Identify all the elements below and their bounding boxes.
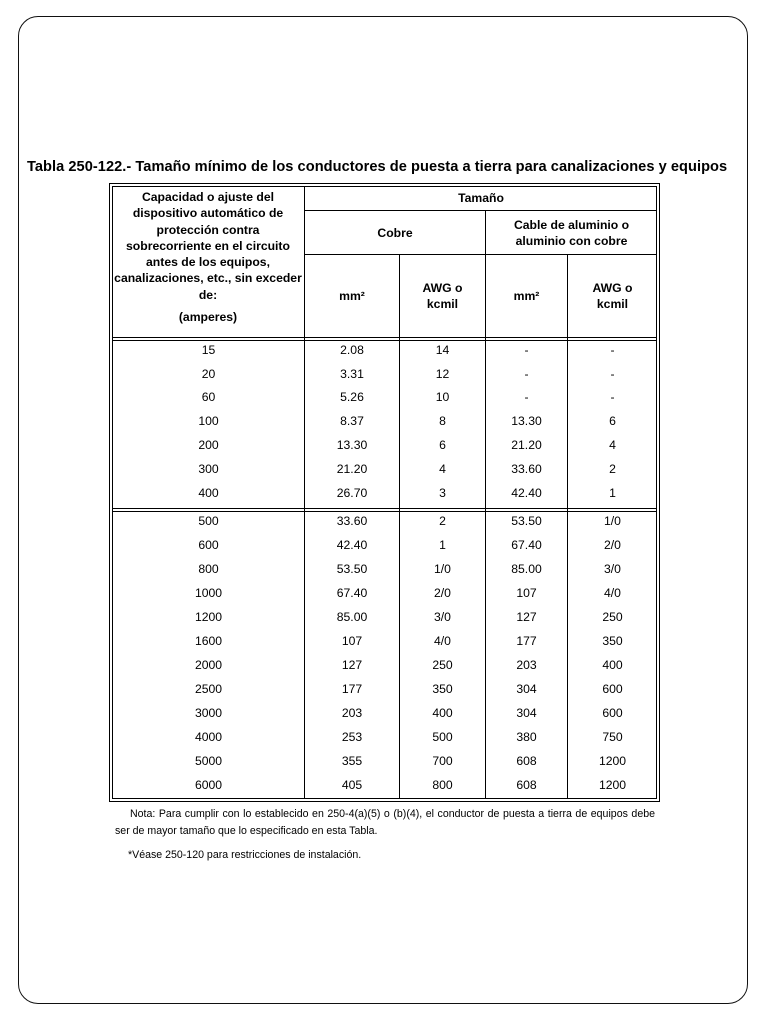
cell-copper-awg: 8 xyxy=(439,414,446,428)
cell-capacity: 60 xyxy=(201,390,216,404)
cell-copper-awg: 800 xyxy=(432,778,453,792)
cell-copper-mm2: 33.60 xyxy=(336,514,368,528)
capacity-header-text: Capacidad o ajuste del dispositivo automático de protección contra sobrecorriente en el circuito antes de los equipos, canalizaciones, etc., sin exceder de: xyxy=(114,190,302,302)
cell-aluminum-mm2: 85.00 xyxy=(511,562,542,576)
cell-copper-mm2: 177 xyxy=(341,682,363,696)
cell-aluminum-awg: 400 xyxy=(602,658,623,672)
cell-copper-awg: 14 xyxy=(435,343,450,357)
cell-capacity: 1600 xyxy=(194,634,223,648)
group-divider-line-2 xyxy=(112,511,657,512)
cell-copper-mm2: 203 xyxy=(341,706,363,720)
cell-copper-mm2: 5.26 xyxy=(340,390,364,404)
header-bottom-line-2 xyxy=(112,340,657,341)
cell-copper-mm2: 26.70 xyxy=(336,486,368,500)
cell-copper-awg: 350 xyxy=(432,682,453,696)
cell-aluminum-awg: - xyxy=(610,367,615,381)
cell-capacity: 15 xyxy=(201,343,216,357)
cell-capacity: 5000 xyxy=(194,754,223,768)
cell-aluminum-mm2: 608 xyxy=(516,778,537,792)
cell-aluminum-mm2: 42.40 xyxy=(511,486,542,500)
cell-copper-awg: 3/0 xyxy=(434,610,451,624)
cell-capacity: 4000 xyxy=(194,730,223,744)
cell-copper-awg: 4/0 xyxy=(434,634,451,648)
header-bottom-line-1 xyxy=(112,337,657,338)
cell-aluminum-mm2: - xyxy=(524,343,529,357)
cell-copper-awg: 500 xyxy=(432,730,453,744)
cell-copper-mm2: 127 xyxy=(341,658,363,672)
cell-capacity: 100 xyxy=(198,414,219,428)
cell-copper-mm2: 53.50 xyxy=(336,562,368,576)
copper-awg-header: AWG o kcmil xyxy=(422,281,463,311)
cell-aluminum-mm2: 107 xyxy=(516,586,537,600)
cell-aluminum-awg: 2 xyxy=(609,462,616,476)
cell-aluminum-awg: 600 xyxy=(602,706,623,720)
cell-aluminum-mm2: 177 xyxy=(516,634,537,648)
cell-copper-awg: 400 xyxy=(432,706,453,720)
cell-copper-mm2: 355 xyxy=(341,754,363,768)
size-header: Tamaño xyxy=(458,191,504,205)
cell-copper-mm2: 42.40 xyxy=(336,538,368,552)
cell-aluminum-awg: 250 xyxy=(602,610,623,624)
cell-aluminum-awg: - xyxy=(610,390,615,404)
cell-copper-mm2: 2.08 xyxy=(340,343,364,357)
cell-capacity: 3000 xyxy=(194,706,223,720)
cell-aluminum-mm2: - xyxy=(524,367,529,381)
cell-aluminum-awg: 1200 xyxy=(598,754,627,768)
aluminum-awg-header: AWG o kcmil xyxy=(592,281,633,311)
cell-copper-mm2: 3.31 xyxy=(340,367,364,381)
cell-capacity: 400 xyxy=(198,486,219,500)
cell-copper-awg: 4 xyxy=(439,462,446,476)
cell-copper-mm2: 405 xyxy=(341,778,363,792)
cell-aluminum-awg: 750 xyxy=(602,730,623,744)
cell-capacity: 500 xyxy=(198,514,219,528)
cell-aluminum-mm2: 380 xyxy=(516,730,537,744)
cell-aluminum-awg: 1 xyxy=(609,486,616,500)
cell-aluminum-mm2: 304 xyxy=(516,682,537,696)
cell-aluminum-awg: 1/0 xyxy=(604,514,621,528)
cell-capacity: 2000 xyxy=(194,658,223,672)
cell-aluminum-mm2: 203 xyxy=(516,658,537,672)
cell-capacity: 20 xyxy=(201,367,216,381)
cell-aluminum-mm2: 304 xyxy=(516,706,537,720)
cell-aluminum-awg: - xyxy=(610,343,615,357)
cell-aluminum-mm2: - xyxy=(524,390,529,404)
cell-copper-mm2: 253 xyxy=(341,730,363,744)
copper-header: Cobre xyxy=(377,225,413,240)
cell-copper-awg: 2/0 xyxy=(434,586,451,600)
cell-aluminum-awg: 2/0 xyxy=(604,538,621,552)
cell-copper-mm2: 67.40 xyxy=(336,586,368,600)
table-note: Nota: Para cumplir con lo establecido en 250-4(a)(5) o (b)(4), el conductor de puesta a tierra de equipos debe ser de mayor tamaño que lo especificado en esta Tabla. xyxy=(115,808,655,837)
copper-mm2-header: mm² xyxy=(339,289,365,303)
cell-capacity: 1200 xyxy=(194,610,223,624)
cell-copper-awg: 1 xyxy=(439,538,446,552)
aluminum-mm2-header: mm² xyxy=(513,289,540,303)
cell-copper-mm2: 8.37 xyxy=(340,414,364,428)
cell-aluminum-awg: 1200 xyxy=(598,778,627,792)
cell-copper-mm2: 85.00 xyxy=(336,610,368,624)
cell-aluminum-mm2: 13.30 xyxy=(511,414,542,428)
cell-copper-mm2: 107 xyxy=(341,634,363,648)
cell-copper-awg: 700 xyxy=(432,754,453,768)
cell-copper-awg: 1/0 xyxy=(434,562,451,576)
table-title: Tabla 250-122.- Tamaño mínimo de los conductores de puesta a tierra para canalizaciones y equipos xyxy=(27,159,728,175)
cell-capacity: 300 xyxy=(198,462,219,476)
table-footnote: *Véase 250-120 para restricciones de instalación. xyxy=(128,849,362,861)
cell-aluminum-mm2: 127 xyxy=(516,610,537,624)
cell-aluminum-awg: 4 xyxy=(609,438,616,452)
cell-aluminum-awg: 350 xyxy=(602,634,623,648)
cell-copper-awg: 250 xyxy=(432,658,453,672)
cell-capacity: 600 xyxy=(198,538,219,552)
cell-copper-awg: 6 xyxy=(439,438,446,452)
cell-aluminum-awg: 600 xyxy=(602,682,623,696)
cell-capacity: 1000 xyxy=(194,586,223,600)
cell-capacity: 6000 xyxy=(194,778,223,792)
cell-aluminum-awg: 3/0 xyxy=(604,562,621,576)
aluminum-header: Cable de aluminio o aluminio con cobre xyxy=(513,217,630,248)
cell-aluminum-mm2: 608 xyxy=(516,754,537,768)
cell-capacity: 200 xyxy=(198,438,219,452)
capacity-header xyxy=(114,189,302,325)
cell-copper-awg: 12 xyxy=(435,367,450,381)
group-divider-line-1 xyxy=(112,508,657,509)
capacity-units: (amperes) xyxy=(178,310,238,325)
cell-copper-awg: 2 xyxy=(439,514,446,528)
cell-aluminum-mm2: 33.60 xyxy=(511,462,542,476)
cell-capacity: 2500 xyxy=(194,682,223,696)
cell-aluminum-awg: 6 xyxy=(609,414,616,428)
cell-copper-awg: 3 xyxy=(439,486,446,500)
cell-aluminum-awg: 4/0 xyxy=(604,586,621,600)
cell-aluminum-mm2: 67.40 xyxy=(511,538,542,552)
cell-copper-mm2: 13.30 xyxy=(336,438,368,452)
cell-aluminum-mm2: 53.50 xyxy=(511,514,542,528)
cell-copper-awg: 10 xyxy=(435,390,450,404)
cell-capacity: 800 xyxy=(198,562,219,576)
cell-copper-mm2: 21.20 xyxy=(336,462,368,476)
cell-aluminum-mm2: 21.20 xyxy=(511,438,542,452)
